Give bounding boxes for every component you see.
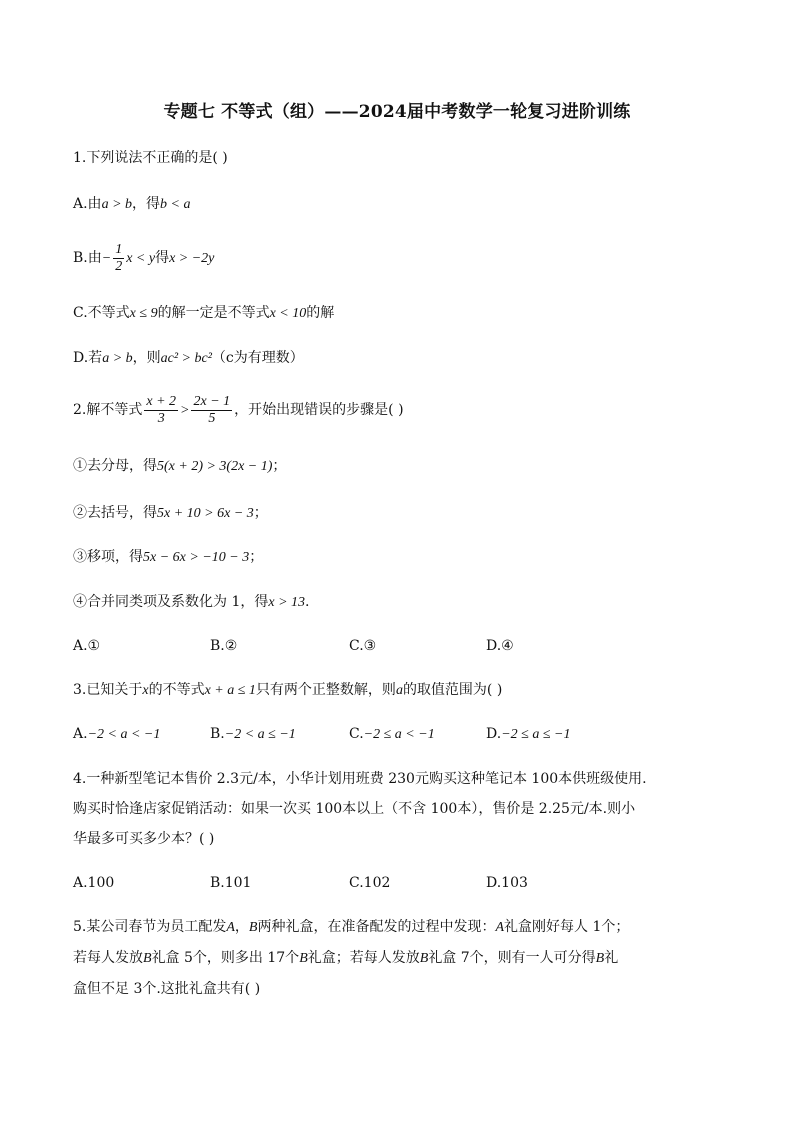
- q2-fraction-left: [144, 394, 178, 427]
- q1-d-prefix: D.若: [73, 350, 103, 366]
- q1-option-d: [73, 348, 304, 369]
- q1-b-math1: x < y: [126, 251, 156, 266]
- q3-option-c-label: C.: [349, 726, 364, 742]
- q1-c-post: 的解: [306, 305, 335, 321]
- q2-fraction-right: [191, 394, 232, 427]
- q1-b-frac-num: 1: [115, 241, 123, 257]
- q5-l1-comma: ，: [234, 919, 249, 935]
- q1-stem: 1.下列说法不正确的是( ): [73, 150, 228, 166]
- q2-s1-prefix: ①去分母，得: [73, 458, 157, 474]
- q3-options: [73, 724, 733, 744]
- q3-stem-prefix: 3.已知关于: [73, 682, 143, 698]
- q3-option-d: [486, 724, 570, 745]
- q5-l1-a: A: [226, 920, 235, 935]
- q2-option-a: A.①: [73, 638, 101, 654]
- q2-option-b: B.②: [210, 638, 238, 654]
- q2-stem: [73, 392, 404, 429]
- page-title: 专题七 不等式（组）——2024届中考数学一轮复习进阶训练: [163, 102, 631, 122]
- q1-c-math1: x ≤ 9: [129, 306, 158, 321]
- q1-b-math2: x > −2y: [169, 251, 215, 266]
- q2-s4-post: .: [305, 594, 310, 610]
- q1-option-c: [73, 303, 334, 324]
- q2-gt-sign: >: [180, 403, 190, 418]
- q3-stem: [73, 680, 502, 701]
- q4-line-3: 华最多可买多少本？( ): [73, 831, 215, 847]
- q4-line-2: 购买时恰逢店家促销活动：如果一次买 100本以上（不含 100本），售价是 2.25元/本.则小: [73, 801, 636, 817]
- q3-option-a-label: A.: [73, 726, 88, 742]
- q3-stem-mid2: 只有两个正整数解，则: [255, 682, 396, 698]
- q3-stem-x: x: [142, 683, 149, 698]
- q1-a-mid: ，得: [132, 196, 161, 212]
- q4-option-d: D.103: [486, 875, 528, 891]
- q5-l2-mid2: 礼盒；若每人发放: [307, 950, 420, 966]
- q3-stem-mid: 的不等式: [148, 682, 205, 698]
- q4-option-a: A.100: [73, 875, 115, 891]
- q3-stem-post: 的取值范围为( ): [402, 682, 503, 698]
- q2-s1-post: ；: [272, 458, 287, 474]
- q2-step-4: [73, 592, 309, 613]
- q5-l2-b3: B: [419, 951, 429, 966]
- q1-d-math2: ac² > bc²: [160, 351, 212, 366]
- q1-a-math2: b < a: [160, 197, 191, 212]
- q1-b-frac-den: 2: [115, 258, 123, 274]
- q2-step-3: [73, 547, 263, 568]
- q2-s2-math: 5x + 10 > 6x − 3: [157, 506, 254, 521]
- q4-option-b: B.101: [210, 875, 252, 891]
- q2-options: [73, 636, 733, 656]
- q2-step-2: [73, 503, 268, 524]
- q2-s3-math: 5x − 6x > −10 − 3: [143, 550, 250, 565]
- q2-stem-post: ，开始出现错误的步骤是( ): [234, 402, 404, 418]
- q1-c-prefix: C.不等式: [73, 305, 130, 321]
- q2-f2-den: 5: [208, 410, 216, 426]
- q5-l2-b4: B: [595, 951, 605, 966]
- q4-option-c: C.102: [349, 875, 391, 891]
- q2-option-c: C.③: [349, 638, 377, 654]
- q2-stem-prefix: 2.解不等式: [73, 402, 143, 418]
- q1-option-a: [73, 194, 190, 215]
- q3-option-a: [73, 724, 160, 745]
- q5-l1-b: B: [248, 920, 258, 935]
- q1-d-math1: a > b: [102, 351, 133, 366]
- q3-option-b: [210, 724, 296, 745]
- q1-c-math2: x < 10: [269, 306, 307, 321]
- q2-s4-math: x > 13: [268, 595, 306, 610]
- q5-l1-prefix: 5.某公司春节为员工配发: [73, 919, 227, 935]
- q1-b-prefix: B.由: [73, 250, 102, 266]
- q2-option-d: D.④: [486, 638, 514, 654]
- q5-l2-post: 礼: [604, 950, 619, 966]
- q5-line-2: [73, 943, 733, 974]
- q2-s3-prefix: ③移项，得: [73, 549, 143, 565]
- q2-s1-math: 5(x + 2) > 3(2x − 1): [157, 459, 273, 474]
- q5-l2-prefix: 若每人发放: [73, 950, 143, 966]
- q1-b-fraction: [113, 242, 124, 275]
- q1-option-b: [73, 240, 214, 277]
- q2-f2-num: 2x − 1: [193, 393, 231, 409]
- q5-line-1: [73, 912, 733, 943]
- q2-s2-prefix: ②去括号，得: [73, 505, 157, 521]
- q1-a-prefix: A.由: [73, 196, 102, 212]
- q2-s4-prefix: ④合并同类项及系数化为 1，得: [73, 594, 269, 610]
- q5-l2-mid3: 礼盒 7个，则有一人可分得: [428, 950, 596, 966]
- q1-d-post: （c为有理数）: [211, 350, 304, 366]
- q3-stem-a: a: [395, 683, 403, 698]
- q4-stem: [73, 764, 733, 854]
- q5-l2-mid: 礼盒 5个，则多出 17个: [151, 950, 300, 966]
- q5-l1-a2: A: [495, 920, 505, 935]
- q5-l2-b: B: [143, 951, 152, 966]
- q2-s2-post: ；: [253, 505, 268, 521]
- q1-c-mid: 的解一定是不等式: [157, 305, 270, 321]
- q5-l2-b2: B: [299, 951, 308, 966]
- q3-option-b-math: −2 < a ≤ −1: [224, 727, 296, 742]
- q3-stem-math: x + a ≤ 1: [204, 683, 256, 698]
- q1-a-math1: a > b: [101, 197, 133, 212]
- q3-option-c: [349, 724, 435, 745]
- q2-step-1: [73, 456, 286, 477]
- q2-f1-num: x + 2: [146, 393, 177, 409]
- q3-option-d-math: −2 ≤ a ≤ −1: [501, 727, 571, 742]
- q4-line-1: 4.一种新型笔记本售价 2.3元/本，小华计划用班费 230元购买这种笔记本 100本供班级使用.: [73, 771, 647, 787]
- q2-s3-post: ；: [249, 549, 264, 565]
- q3-option-a-math: −2 < a < −1: [87, 727, 161, 742]
- q2-f1-den: 3: [157, 410, 165, 426]
- q5-line-3: 盒但不足 3个.这批礼盒共有( ): [73, 981, 261, 997]
- q3-option-b-label: B.: [210, 726, 225, 742]
- q3-option-c-math: −2 ≤ a < −1: [363, 727, 435, 742]
- q5-l1-mid: 两种礼盒，在准备配发的过程中发现：: [257, 919, 496, 935]
- q1-b-mid: 得: [155, 250, 170, 266]
- q1-d-mid: ，则: [132, 350, 161, 366]
- q3-option-d-label: D.: [486, 726, 502, 742]
- q4-options: [73, 873, 733, 893]
- q1-b-neg: −: [101, 251, 112, 266]
- q5-stem: [73, 912, 733, 1004]
- q5-l1-post: 礼盒刚好每人 1个；: [504, 919, 630, 935]
